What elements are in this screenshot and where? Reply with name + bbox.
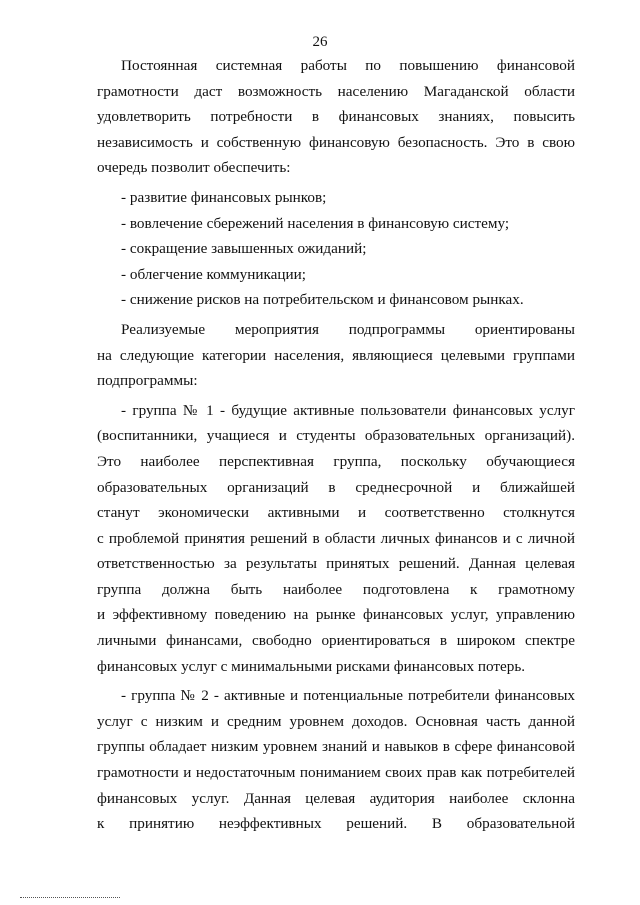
text-line: и эффективному поведению на рынке финансовых услуг, управлению (97, 606, 575, 624)
paragraph-target-groups (97, 317, 575, 394)
text-line: очередь позволит обеспечить: (97, 159, 291, 177)
text-line: к принятию неэффективных решений. В образовательной (97, 815, 575, 833)
text-line: Постоянная системная работы по повышению финансовой (121, 57, 575, 74)
paragraph-group-2 (97, 683, 575, 837)
text-line: - группа № 1 - будущие активные пользователи финансовых услуг (121, 401, 575, 419)
document-body (97, 53, 575, 837)
text-line: Это наиболее перспективная группа, поскольку обучающиеся (97, 452, 575, 470)
page-number: 26 (312, 34, 328, 50)
text-line: с проблемой принятия решений в области личных финансов и с личной (97, 529, 575, 547)
goals-list (97, 185, 575, 313)
text-line: станут экономически активными и соответственно столкнутся (97, 504, 575, 522)
text-line: удовлетворить потребности в финансовых знаниях, повысить (97, 108, 575, 126)
text-line: группы обладает низким уровнем знаний и навыков в сфере финансовой (97, 738, 575, 756)
list-item: - снижение рисков на потребительском и финансовом рынках. (121, 291, 524, 309)
paragraph-group-1 (97, 398, 575, 680)
text-line: личными финансами, свободно ориентироваться в широком спектре (97, 632, 575, 650)
text-line: финансовых услуг с минимальными рисками финансовых потерь. (97, 657, 526, 675)
list-item: - вовлечение сбережений населения в финансовую систему; (121, 214, 510, 232)
text-line: грамотности и недостаточным пониманием своих прав как потребителей (97, 764, 575, 782)
footnote-divider (20, 897, 120, 898)
text-line: образовательных организаций в среднесрочной и ближайшей (97, 478, 575, 496)
text-line: финансовых услуг. Данная целевая аудитория наиболее склонна (97, 789, 575, 807)
list-item: - сокращение завышенных ожиданий; (121, 240, 367, 258)
text-line: группа должна быть наиболее подготовлена к грамотному (97, 580, 575, 598)
text-line: подпрограммы: (97, 372, 198, 390)
text-line: грамотности даст возможность населению Магаданской области (97, 82, 575, 100)
text-line: независимость и собственную финансовую безопасность. Это в свою (97, 133, 575, 151)
text-line: - группа № 2 - активные и потенциальные потребители финансовых (121, 687, 575, 705)
text-line: на следующие категории населения, являющиеся целевыми группами (97, 346, 575, 364)
list-item: - развитие финансовых рынков; (121, 188, 327, 206)
text-line: (воспитанники, учащиеся и студенты образовательных организаций). (97, 427, 575, 445)
list-item: - облегчение коммуникации; (121, 265, 306, 283)
paragraph-intro (97, 53, 575, 181)
text-line: Реализуемые мероприятия подпрограммы ориентированы (121, 320, 575, 338)
text-line: услуг с низким и средним уровнем доходов. Основная часть данной (97, 712, 575, 730)
text-line: ответственностью за результаты принятых решений. Данная целевая (97, 555, 575, 573)
